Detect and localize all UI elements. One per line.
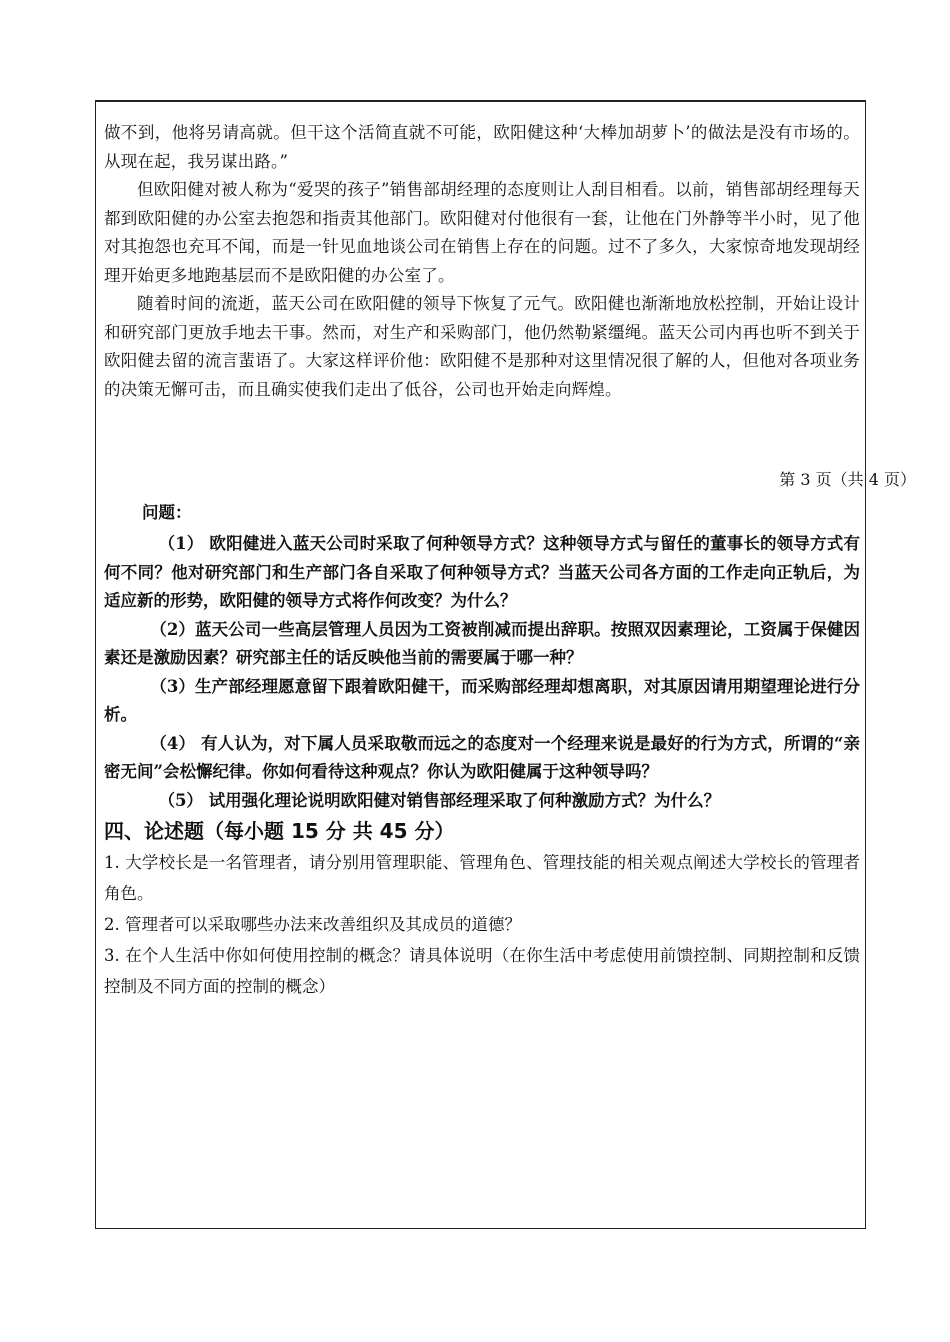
question-3: （3）生产部经理愿意留下跟着欧阳健干，而采购部经理却想离职，对其原因请用期望理论进行分析。: [104, 676, 860, 724]
question-4: （4） 有人认为，对下属人员采取敬而远之的态度对一个经理来说是最好的行为方式，所谓的“亲密无间”会松懈纪律。你如何看待这种观点？你认为欧阳健属于这种领导吗？: [104, 733, 860, 781]
essay-item-2: 2. 管理者可以采取哪些办法来改善组织及其成员的道德？: [104, 915, 521, 934]
essay-item-1: 1. 大学校长是一名管理者，请分别用管理职能、管理角色、管理技能的相关观点阐述大学校长的管理者角色。: [104, 853, 860, 903]
case-text: [104, 119, 860, 404]
essay-section-title: 四、论述题（每小题 15 分 共 45 分）: [104, 819, 455, 843]
essay-item-3: 3. 在个人生活中你如何使用控制的概念？请具体说明（在你生活中考虑使用前馈控制、同期控制和反馈控制及不同方面的控制的概念）: [104, 946, 860, 996]
question-5: （5） 试用强化理论说明欧阳健对销售部经理采取了何种激励方式？为什么？: [158, 790, 721, 810]
case-paragraph-2: 但欧阳健对被人称为“爱哭的孩子”销售部胡经理的态度则让人刮目相看。以前，销售部胡经理每天都到欧阳健的办公室去抱怨和指责其他部门。欧阳健对付他很有一套，让他在门外静等半小时，见了他对其抱怨也充耳不闻，而是一针见血地谈公司在销售上存在的问题。过不了多久，大家惊奇地发现胡经理开始更多地跑基层而不是欧阳健的办公室了。: [104, 180, 860, 285]
top-rule: [95, 100, 866, 102]
page-number: 第 3 页（共 4 页）: [779, 470, 916, 489]
questions-heading: 问题：: [142, 503, 192, 522]
case-paragraph-1: 做不到，他将另请高就。但干这个活简直就不可能，欧阳健这种‘大棒加胡萝卜’的做法是没有市场的。从现在起，我另谋出路。”: [104, 123, 860, 171]
case-paragraph-3: 随着时间的流逝，蓝天公司在欧阳健的领导下恢复了元气。欧阳健也渐渐地放松控制，开始让设计和研究部门更放手地去干事。然而，对生产和采购部门，他仍然勒紧缰绳。蓝天公司内再也听不到关于欧阳健去留的流言蜚语了。大家这样评价他：欧阳健不是那种对这里情况很了解的人，但他对各项业务的决策无懈可击，而且确实使我们走出了低谷，公司也开始走向辉煌。: [104, 294, 860, 399]
question-1: （1） 欧阳健进入蓝天公司时采取了何种领导方式？这种领导方式与留任的董事长的领导方式有何不同？他对研究部门和生产部门各自采取了何种领导方式？当蓝天公司各方面的工作走向正轨后，为适应新的形势，欧阳健的领导方式将作何改变？为什么？: [104, 534, 860, 610]
questions-section: [104, 500, 860, 1002]
question-2: （2）蓝天公司一些高层管理人员因为工资被削减而提出辞职。按照双因素理论，工资属于保健因素还是激励因素？研究部主任的话反映他当前的需要属于哪一种？: [104, 619, 860, 667]
